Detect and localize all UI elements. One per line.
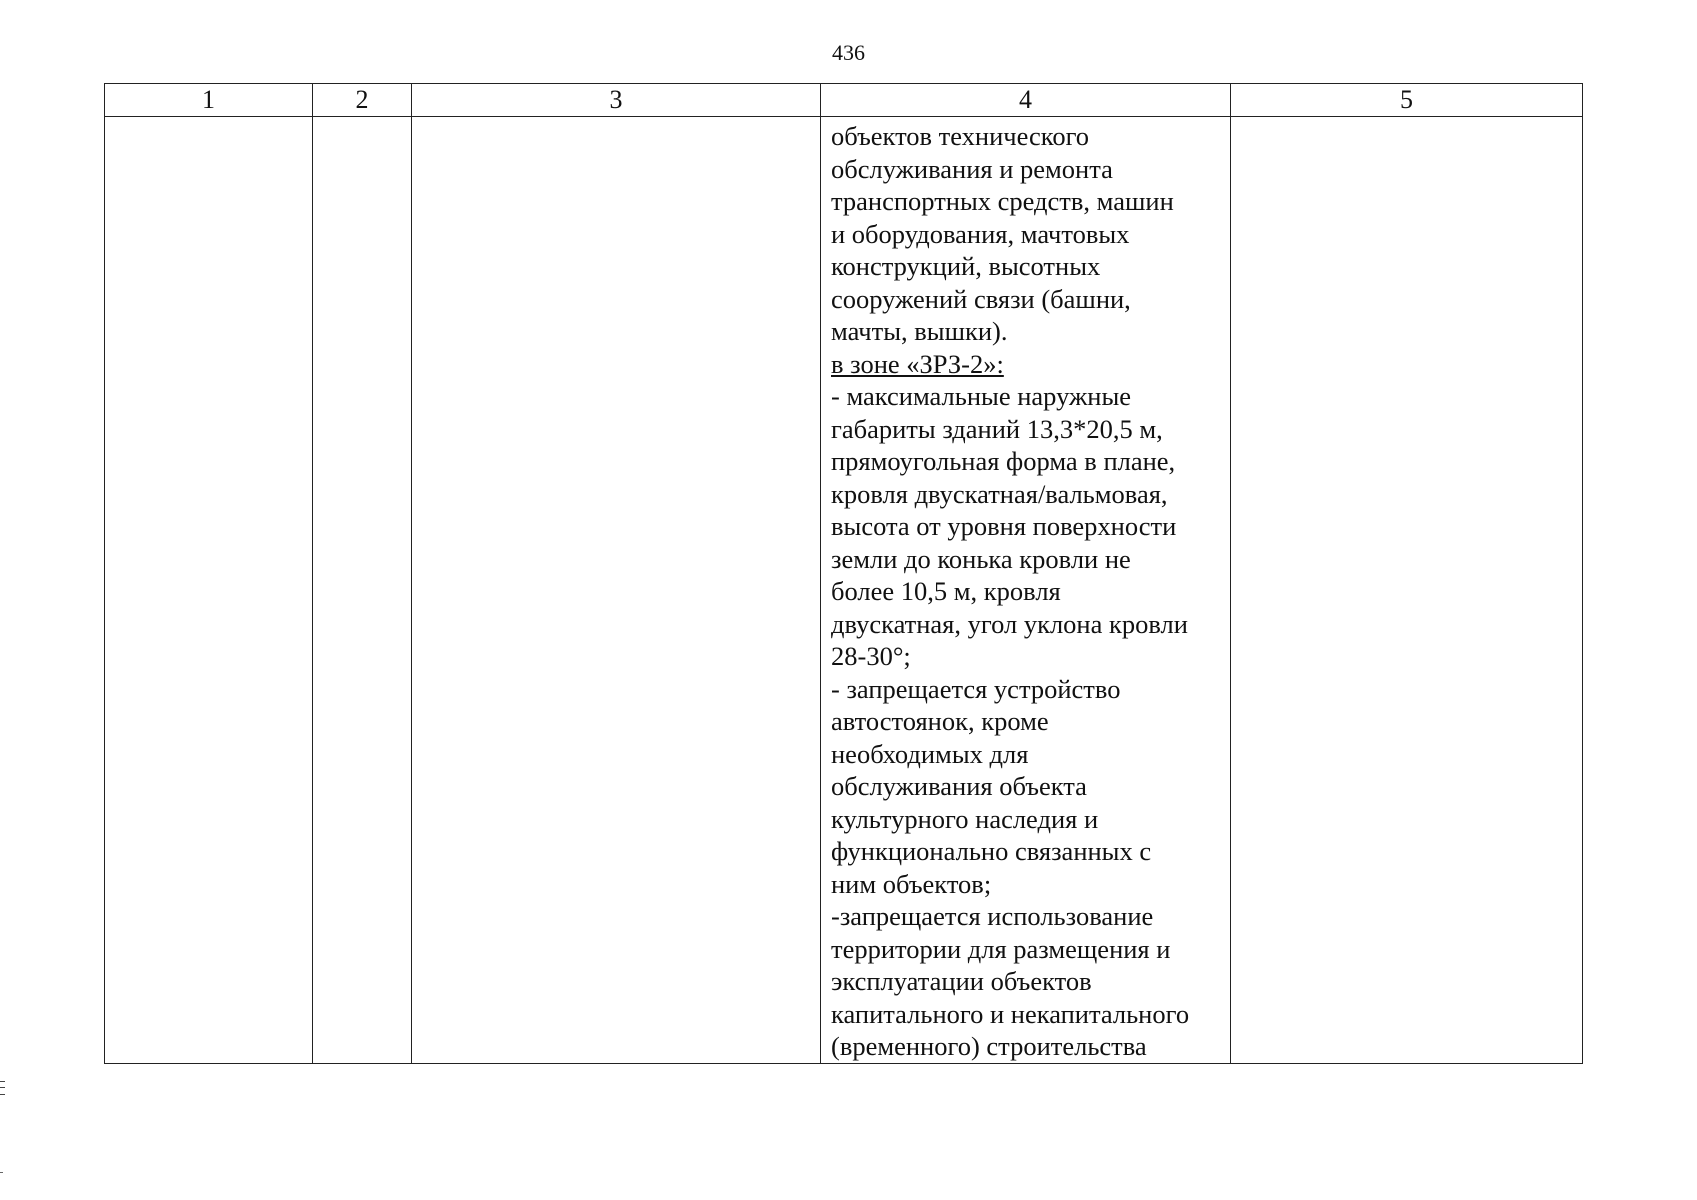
column-header-2: 2 bbox=[313, 84, 412, 117]
column-header-5: 5 bbox=[1231, 84, 1583, 117]
scan-edge-dot bbox=[0, 1172, 3, 1173]
column-header-3: 3 bbox=[412, 84, 821, 117]
text-line: сооружений связи (башни, bbox=[831, 283, 1131, 314]
text-line: и оборудования, мачтовых bbox=[831, 218, 1130, 249]
text-line: -запрещается использование bbox=[831, 901, 1154, 931]
zone-heading-line: в зоне «ЗРЗ-2»: bbox=[831, 348, 1004, 379]
column-header-1: 1 bbox=[105, 84, 313, 117]
text-line: 28-30°; bbox=[831, 641, 911, 671]
text-line: транспортных средств, машин bbox=[831, 186, 1174, 216]
text-line: капитального и некапитального bbox=[831, 998, 1190, 1029]
cell-col-5 bbox=[1231, 117, 1583, 1064]
text-line: мачты, вышки). bbox=[831, 316, 1008, 346]
text-line: ним объектов; bbox=[831, 868, 992, 899]
text-line: обслуживания и ремонта bbox=[831, 153, 1113, 184]
cell-col-3 bbox=[412, 117, 821, 1064]
cell-col-1 bbox=[105, 117, 313, 1064]
text-line: земли до конька кровли не bbox=[831, 543, 1131, 574]
text-line: территории для размещения и bbox=[831, 933, 1171, 964]
text-line: необходимых для bbox=[831, 738, 1029, 769]
text-line: культурного наследия и bbox=[831, 803, 1099, 834]
document-table bbox=[104, 83, 1583, 1064]
text-line: прямоугольная форма в плане, bbox=[831, 446, 1176, 476]
text-line: эксплуатации объектов bbox=[831, 966, 1092, 996]
text-line: кровля двускатная/вальмовая, bbox=[831, 478, 1168, 509]
text-line: функционально связанных с bbox=[831, 836, 1152, 866]
cell-col-2 bbox=[313, 117, 412, 1064]
scan-edge-mark bbox=[0, 1081, 5, 1095]
text-line: объектов технического bbox=[831, 121, 1090, 151]
text-line: (временного) строительства bbox=[831, 1031, 1147, 1061]
column-4-text bbox=[821, 117, 1230, 1063]
text-line: автостоянок, кроме bbox=[831, 706, 1049, 736]
page-number: 436 bbox=[832, 40, 865, 65]
text-line: - запрещается устройство bbox=[831, 673, 1121, 704]
text-line: высота от уровня поверхности bbox=[831, 511, 1177, 541]
text-line: более 10,5 м, кровля bbox=[831, 576, 1061, 606]
text-line: обслуживания объекта bbox=[831, 771, 1087, 801]
cell-col-4 bbox=[821, 117, 1231, 1064]
text-line: габариты зданий 13,3*20,5 м, bbox=[831, 413, 1163, 444]
text-line: - максимальные наружные bbox=[831, 381, 1132, 411]
text-line: двускатная, угол уклона кровли bbox=[831, 608, 1188, 639]
column-header-4: 4 bbox=[821, 84, 1231, 117]
table-row bbox=[105, 117, 1583, 1064]
text-line: конструкций, высотных bbox=[831, 251, 1101, 281]
table-header-row bbox=[105, 84, 1583, 117]
